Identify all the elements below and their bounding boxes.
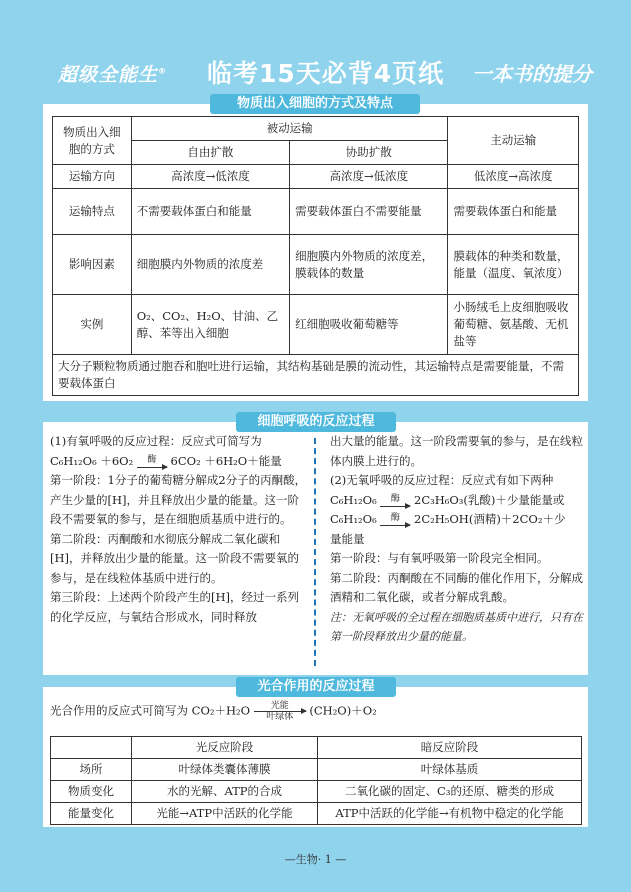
alcohol-equation-cont: 量能量: [330, 531, 365, 546]
equation-lhs: C₆H₁₂O₆: [330, 512, 377, 526]
table-cell: ATP中活跃的化学能→有机物中稳定的化学能: [318, 803, 582, 825]
table-cell: 水的光解、ATP的合成: [132, 781, 318, 803]
table-cell: 不需要载体蛋白和能量: [131, 189, 289, 235]
table-cell: 二氧化碳的固定、C₃的还原、糖类的形成: [318, 781, 582, 803]
equation-rhs: 2C₂H₅OH(酒精)＋2CO₂＋少: [414, 512, 566, 526]
aerobic-respiration-column: [50, 432, 308, 627]
equation-lhs: 光合作用的反应式可简写为 CO₂＋H₂O: [50, 703, 251, 718]
page-number: —生物· 1 —: [284, 853, 347, 866]
equation-rhs: (CH₂O)＋O₂: [309, 703, 377, 718]
equation-lhs: C₆H₁₂O₆ ＋6O₂: [50, 453, 134, 468]
aerobic-stage-3: 第三阶段：上述两个阶段产生的[H]，经过一系列的化学反应，与氧结合形成水，同时释放: [50, 590, 299, 624]
row-label: 场所: [51, 759, 132, 781]
lactic-equation: [330, 491, 584, 511]
table-cell: 高浓度→低浓度: [131, 165, 289, 189]
enzyme-arrow: 酶: [380, 495, 410, 507]
brand-logo: 超级全能生®: [58, 64, 168, 86]
aerobic-stage-2: 第二阶段：丙酮酸和水彻底分解成二氧化碳和[H]，并释放出少量的能量。这一阶段不需要氧的参与，是在线粒体基质中进行的。: [50, 531, 299, 585]
column-divider: [314, 438, 316, 666]
anaerobic-respiration-column: [330, 432, 584, 647]
row-label: 能量变化: [51, 803, 132, 825]
page-header: [0, 0, 631, 92]
table-cell: 高浓度→低浓度: [290, 165, 448, 189]
slogan-logo: 一本书的提分: [472, 62, 592, 86]
equation-rhs: 2C₃H₆O₃(乳酸)＋少量能量或: [414, 492, 565, 507]
section-photosynthesis-title: 光合作用的反应过程: [236, 677, 396, 697]
page-title: 临考15天必背4页纸: [207, 59, 445, 88]
table-cell: 需要载体蛋白和能量: [448, 189, 579, 235]
section-respiration-title: 细胞呼吸的反应过程: [236, 412, 396, 432]
table-corner-cell: [51, 737, 132, 759]
enzyme-arrow: 酶: [137, 456, 167, 468]
table-cell: 叶绿体基质: [318, 759, 582, 781]
table-cell: 小肠绒毛上皮细胞吸收葡萄糖、氨基酸、无机盐等: [448, 295, 579, 355]
table-cell: O₂、CO₂、H₂O、甘油、乙醇、苯等出入细胞: [131, 295, 289, 355]
free-diffusion-header: 自由扩散: [131, 141, 289, 165]
dark-reaction-header: 暗反应阶段: [318, 737, 582, 759]
alcohol-equation: [330, 510, 584, 530]
aerobic-intro: (1)有氧呼吸的反应过程：反应式可简写为: [50, 434, 262, 448]
photosynthesis-equation: [50, 701, 377, 722]
row-label: 影响因素: [53, 235, 132, 295]
table-cell: 细胞膜内外物质的浓度差: [131, 235, 289, 295]
section-transport-title: 物质出入细胞的方式及特点: [210, 94, 420, 114]
light-reaction-header: 光反应阶段: [132, 737, 318, 759]
equation-rhs: 6CO₂ ＋6H₂O＋能量: [170, 453, 282, 468]
equation-lhs: C₆H₁₂O₆: [330, 492, 377, 507]
table-cell: 低浓度→高浓度: [448, 165, 579, 189]
anaerobic-intro: (2)无氧呼吸的反应过程：反应式有如下两种: [330, 473, 554, 487]
table-cell: 叶绿体类囊体薄膜: [132, 759, 318, 781]
row-label: 运输方向: [53, 165, 132, 189]
aerobic-equation: [50, 452, 308, 472]
photosynthesis-table: [50, 736, 582, 825]
facilitated-diffusion-header: 协助扩散: [290, 141, 448, 165]
transport-footnote: 大分子颗粒物质通过胞吞和胞吐进行运输，其结构基础是膜的流动性，其运输特点是需要能量，不需要载体蛋白: [53, 355, 579, 396]
passive-header: 被动运输: [131, 117, 448, 141]
row-label: 实例: [53, 295, 132, 355]
aerobic-stage-1: 第一阶段：1分子的葡萄糖分解成2分子的丙酮酸，产生少量的[H]，并且释放出少量的能量。这一阶段不需要氧的参与，是在细胞质基质中进行的。: [50, 473, 307, 526]
table-cell: 细胞膜内外物质的浓度差，膜载体的数量: [290, 235, 448, 295]
enzyme-arrow: 酶: [380, 514, 410, 526]
row-label: 物质变化: [51, 781, 132, 803]
active-header: 主动运输: [448, 117, 579, 165]
anaerobic-note: 注：无氧呼吸的全过程在细胞质基质中进行，只有在第一阶段释放出少量的能量。: [330, 610, 583, 643]
table-cell: 膜载体的种类和数量，能量（温度、氧浓度）: [448, 235, 579, 295]
anaerobic-stage-1: 第一阶段：与有氧呼吸第一阶段完全相同。: [330, 551, 549, 565]
table-cell: 需要载体蛋白不需要能量: [290, 189, 448, 235]
aerobic-stage-3-cont: 出大量的能量。这一阶段需要氧的参与，是在线粒体内膜上进行的。: [330, 434, 583, 468]
light-arrow: 光能 叶绿体: [254, 701, 306, 722]
anaerobic-stage-2: 第二阶段：丙酮酸在不同酶的催化作用下，分解成酒精和二氧化碳，或者分解成乳酸。: [330, 570, 583, 604]
row-label: 运输特点: [53, 189, 132, 235]
table-corner-cell: 物质出入细胞的方式: [53, 117, 132, 165]
transport-table: [52, 116, 579, 396]
table-cell: 光能→ATP中活跃的化学能: [132, 803, 318, 825]
table-cell: 红细胞吸收葡萄糖等: [290, 295, 448, 355]
